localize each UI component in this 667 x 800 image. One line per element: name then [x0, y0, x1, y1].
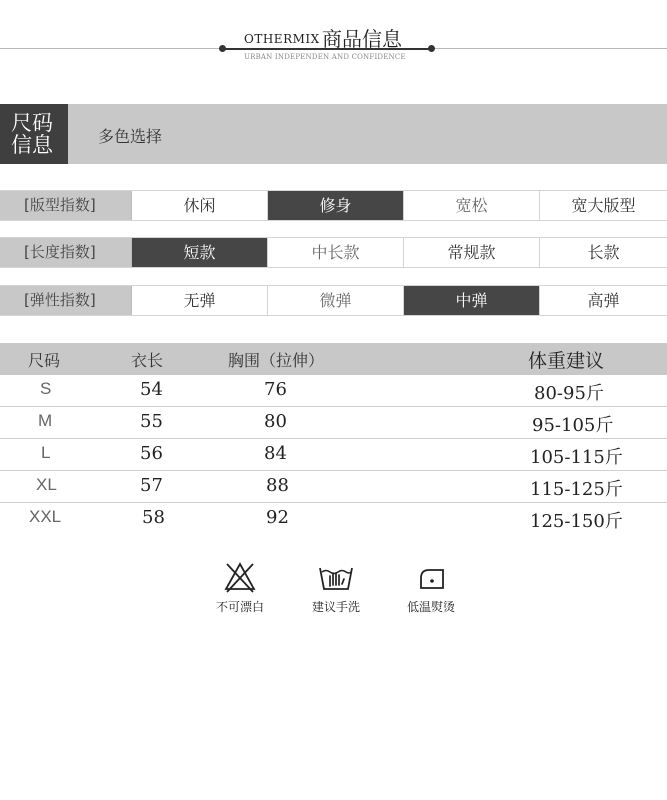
cell-chest: 76 [264, 379, 287, 400]
size-info-tag [0, 104, 68, 164]
elasticity-index-label: [弹性指数] [0, 286, 132, 315]
care-hand-wash [301, 560, 371, 615]
color-choice-text: 多色选择 [98, 127, 163, 146]
care-hand-wash-label: 建议手洗 [311, 600, 360, 614]
length-option-mid: 中长款 [268, 238, 404, 267]
cell-size: L [41, 443, 51, 462]
length-index-label: [长度指数] [0, 238, 132, 267]
table-row [0, 439, 667, 471]
size-table [0, 343, 667, 535]
low-iron-icon [413, 560, 449, 594]
cell-length: 54 [140, 379, 163, 400]
length-option-regular: 常规款 [404, 238, 540, 267]
header-divider-left [0, 48, 222, 49]
header-divider-right [432, 48, 667, 49]
page-header [0, 0, 667, 70]
header-size: 尺码 [28, 351, 61, 370]
size-table-header [0, 343, 667, 375]
header-dot-right [428, 45, 435, 52]
fit-option-oversized: 宽大版型 [540, 191, 667, 220]
cell-length: 58 [142, 507, 165, 528]
length-option-short: 短款 [132, 238, 268, 267]
size-info-bar [0, 104, 667, 164]
length-option-long: 长款 [540, 238, 667, 267]
length-index-row [0, 237, 667, 268]
fit-option-loose: 宽松 [404, 191, 540, 220]
cell-weight: 95-105斤 [532, 415, 614, 436]
cell-weight: 125-150斤 [530, 511, 623, 532]
page-title: 商品信息 [322, 27, 402, 51]
cell-size: XL [36, 475, 57, 494]
cell-size: M [38, 411, 53, 430]
fit-option-slim: 修身 [268, 191, 404, 220]
fit-option-casual: 休闲 [132, 191, 268, 220]
elasticity-option-none: 无弹 [132, 286, 268, 315]
size-info-tag-line1: 尺码 [11, 111, 53, 135]
care-low-iron-label: 低温熨烫 [406, 600, 455, 614]
elasticity-option-slight: 微弹 [268, 286, 404, 315]
brand-tagline: URBAN INDEPENDEN AND CONFIDENCE [244, 53, 406, 61]
table-row [0, 375, 667, 407]
brand-name: OTHERMIX [244, 32, 320, 46]
size-info-tag-line2: 信息 [11, 133, 53, 157]
cell-chest: 88 [266, 475, 289, 496]
cell-length: 55 [140, 411, 163, 432]
header-weight: 体重建议 [528, 350, 605, 372]
cell-weight: 115-125斤 [530, 479, 623, 500]
cell-chest: 84 [264, 443, 287, 464]
fit-index-label: [版型指数] [0, 191, 132, 220]
table-row [0, 503, 667, 535]
elasticity-option-medium: 中弹 [404, 286, 540, 315]
no-bleach-icon [222, 560, 258, 594]
care-low-iron [396, 560, 466, 615]
cell-size: XXL [29, 507, 62, 526]
care-no-bleach-label: 不可漂白 [215, 600, 264, 614]
care-no-bleach [205, 560, 275, 615]
cell-size: S [40, 379, 52, 398]
cell-weight: 80-95斤 [534, 383, 604, 404]
elasticity-option-high: 高弹 [540, 286, 667, 315]
cell-weight: 105-115斤 [530, 447, 623, 468]
header-dot-left [219, 45, 226, 52]
header-length: 衣长 [131, 351, 164, 370]
cell-chest: 92 [266, 507, 289, 528]
elasticity-index-row [0, 285, 667, 316]
table-row [0, 471, 667, 503]
table-row [0, 407, 667, 439]
cell-length: 57 [140, 475, 163, 496]
header-chest: 胸围（拉伸） [228, 351, 325, 370]
cell-length: 56 [140, 443, 163, 464]
fit-index-row [0, 190, 667, 221]
cell-chest: 80 [264, 411, 287, 432]
hand-wash-icon [316, 560, 356, 594]
